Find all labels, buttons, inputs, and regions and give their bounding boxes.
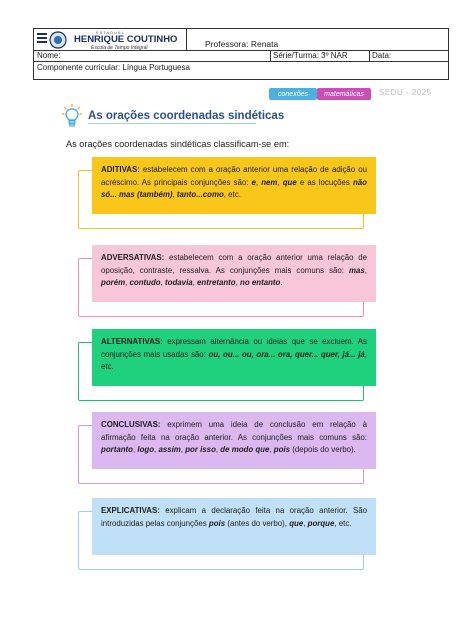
card-text: , etc. (101, 349, 367, 372)
card-text: , (172, 190, 177, 200)
header-row-1 (34, 29, 448, 51)
intro-text: As orações coordenadas sindéticas classificam-se em: (66, 139, 290, 149)
card-heading: EXPLICATIVAS: (101, 506, 160, 515)
header-form (33, 28, 449, 80)
card-heading: ADVERSATIVAS: (101, 253, 165, 262)
header-row-3 (34, 62, 448, 79)
card-text: , (154, 445, 159, 455)
card-adversativas (92, 245, 376, 302)
matematicas-badge: matemáticas (317, 88, 371, 100)
card-text: , (269, 445, 274, 455)
conjunction: ou, ou... ou, ora... ora, quer... quer, já... já (208, 349, 365, 359)
card-text: , etc. (334, 518, 352, 528)
card-text: estabelecem com a oração anterior uma relação de adição ou acréscimo. As principais conjunções são: (101, 165, 367, 187)
conjunction: não só... mas (também) (101, 177, 367, 200)
card-text: , (235, 278, 241, 288)
conjunction: que (282, 177, 297, 187)
divider (270, 51, 271, 62)
conjunction: de modo que (220, 445, 270, 455)
conjunction: portanto (101, 445, 133, 455)
card-text: , (255, 177, 262, 187)
conjunction: mas (349, 265, 365, 275)
grade-field[interactable]: Série/Turma: 3º NAR (273, 51, 348, 60)
card-text: , (160, 278, 166, 288)
card-conclusivas (92, 412, 376, 469)
school-subtitle: Escola de Tempo Integral (91, 45, 148, 51)
card-text: , (277, 177, 283, 187)
card-text: e as locuções (296, 177, 353, 187)
card-text: , (215, 445, 221, 455)
conjunction: pois (208, 518, 226, 528)
conjunction: no entanto (240, 278, 281, 288)
card-text: . (280, 278, 283, 288)
school-logo (36, 30, 186, 50)
card-text: expressam alternância ou ideias que se excluem. As conjunções mais usadas são: (101, 337, 367, 359)
conjunction: porém (101, 278, 126, 288)
conjunction: e (251, 177, 256, 187)
professor-name: Renata (250, 39, 279, 49)
card-heading: ADITIVAS: (101, 165, 140, 174)
component-label: Componente curricular: Língua Portuguesa (37, 63, 190, 72)
header-row-2 (34, 51, 448, 62)
professor-label: Professora: (205, 39, 249, 49)
card-text: (antes do verbo), (225, 518, 290, 528)
lightbulb-icon (62, 104, 82, 128)
card-text: , (303, 518, 308, 528)
divider (186, 29, 187, 51)
conjunction: assim (158, 445, 181, 455)
school-top-label: ESTADUAL (96, 30, 125, 35)
card-text: (depois do verbo). (290, 445, 356, 455)
card-text: estabelecem com a oração anterior uma relação de oposição, contraste, ressalva. As conjunções mais comuns são: (101, 253, 367, 275)
card-text: , (364, 265, 367, 275)
title-underline (88, 123, 256, 124)
card-text: , (125, 278, 130, 288)
card-text: exprimem uma ideia de conclusão em relação à afirmação feita na oração anterior. As conjunções mais comuns são: (101, 420, 367, 442)
card-aditivas (92, 157, 376, 214)
school-emblem-icon (36, 30, 68, 50)
conjunction: logo (137, 445, 155, 455)
conjunction: tanto...como (176, 190, 224, 200)
conjunction: todavia (165, 278, 193, 288)
card-alternativas (92, 329, 376, 386)
conjunction: nem (261, 177, 278, 187)
conjunction: que (289, 518, 304, 528)
date-field[interactable]: Data: (372, 51, 392, 60)
conjunction: contudo (129, 278, 161, 288)
card-text: explicam a declaração feita na oração anterior. São introduzidas pelas conjunções (101, 506, 367, 528)
conjunction: entretanto (197, 278, 236, 288)
card-explicativas (92, 498, 376, 555)
seduc-label: SEDU - 2025 (379, 88, 432, 97)
card-heading: CONCLUSIVAS: (101, 420, 161, 429)
page-title: As orações coordenadas sindéticas (88, 110, 285, 122)
conjunction: por isso (185, 445, 216, 455)
professor-field (205, 39, 278, 49)
card-text: , (133, 445, 138, 455)
card-heading: ALTERNATIVAS: (101, 337, 163, 346)
divider (369, 51, 370, 62)
card-text: , (192, 278, 198, 288)
conjunction: porque (307, 518, 335, 528)
card-text: , (180, 445, 186, 455)
conjunction: pois (273, 445, 291, 455)
conexoes-badge: conexões (269, 88, 317, 100)
card-text: , etc. (223, 190, 241, 200)
name-field[interactable]: Nome: (37, 51, 61, 60)
school-name: HENRIQUE COUTINHO (74, 34, 178, 45)
